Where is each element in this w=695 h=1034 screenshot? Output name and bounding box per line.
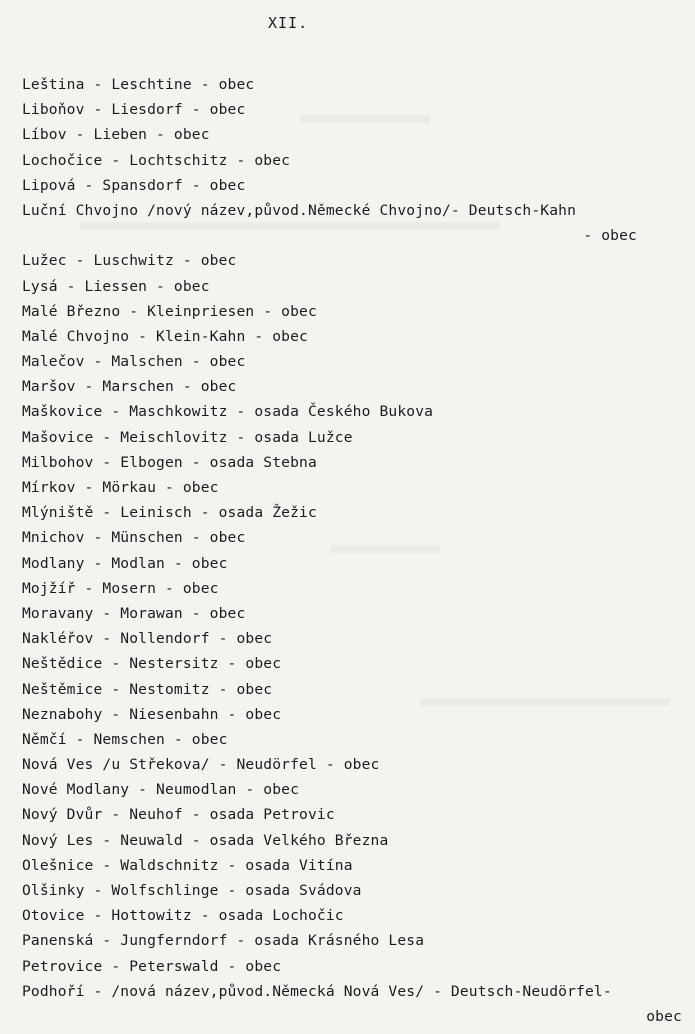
list-item: Petrovice - Peterswald - obec [22, 957, 282, 975]
list-item: Němčí - Nemschen - obec [22, 730, 228, 748]
list-item: Malečov - Malschen - obec [22, 353, 246, 371]
list-item-continuation: obec [646, 1007, 682, 1025]
list-item: Mnichov - Münschen - obec [22, 529, 246, 547]
list-item: Mojžíř - Mosern - obec [22, 579, 219, 597]
list-item: Lochočice - Lochtschitz - obec [22, 151, 291, 169]
list-item: Moravany - Morawan - obec [22, 604, 246, 622]
list-item: Nová Ves /u Střekova/ - Neudörfel - obec [22, 756, 380, 774]
place-name-list [22, 72, 692, 1029]
list-item: Neštěmice - Nestomitz - obec [22, 680, 273, 698]
list-item: Nový Dvůr - Neuhof - osada Petrovic [22, 806, 335, 824]
list-item: Nové Modlany - Neumodlan - obec [22, 781, 300, 799]
list-item: Maškovice - Maschkowitz - osada Českého Bukova [22, 403, 434, 421]
list-item: Luční Chvojno /nový název,původ.Německé Chvojno/- Deutsch-Kahn - obec [22, 198, 692, 248]
page-number: XII. [268, 14, 309, 32]
list-item: Olšinky - Wolfschlinge - osada Svádova [22, 882, 362, 900]
list-item: Olešnice - Waldschnitz - osada Vitína [22, 856, 353, 874]
list-item: Lipová - Spansdorf - obec [22, 176, 246, 194]
list-item-continuation: - obec [583, 227, 637, 245]
list-item: Nakléřov - Nollendorf - obec [22, 630, 273, 648]
list-item: Nový Les - Neuwald - osada Velkého Března [22, 831, 389, 849]
list-item: Lysá - Liessen - obec [22, 277, 210, 295]
list-item: Malé Březno - Kleinpriesen - obec [22, 302, 317, 320]
list-item: Maršov - Marschen - obec [22, 378, 237, 396]
list-item: Leština - Leschtine - obec [22, 76, 255, 93]
list-item: Malé Chvojno - Klein-Kahn - obec [22, 327, 308, 345]
list-item: Lužec - Luschwitz - obec [22, 252, 237, 270]
list-item: Otovice - Hottowitz - osada Lochočic [22, 907, 344, 925]
list-item: Modlany - Modlan - obec [22, 554, 228, 572]
list-item: Mírkov - Mörkau - obec [22, 479, 219, 497]
list-item: Panenská - Jungferndorf - osada Krásného Lesa [22, 932, 425, 950]
list-item: Líbov - Lieben - obec [22, 126, 210, 144]
list-item: Mlýniště - Leinisch - osada Žežic [22, 504, 317, 522]
list-item: Neštědice - Nestersitz - obec [22, 655, 282, 673]
list-item: Mašovice - Meischlovitz - osada Lužce [22, 428, 353, 446]
list-item: Milbohov - Elbogen - osada Stebna [22, 453, 317, 471]
list-item: Liboňov - Liesdorf - obec [22, 101, 246, 119]
list-item: Neznabohy - Niesenbahn - obec [22, 705, 282, 723]
list-item: Podhoří - /nová název,původ.Německá Nová Ves/ - Deutsch-Neudörfel- obec [22, 979, 692, 1029]
